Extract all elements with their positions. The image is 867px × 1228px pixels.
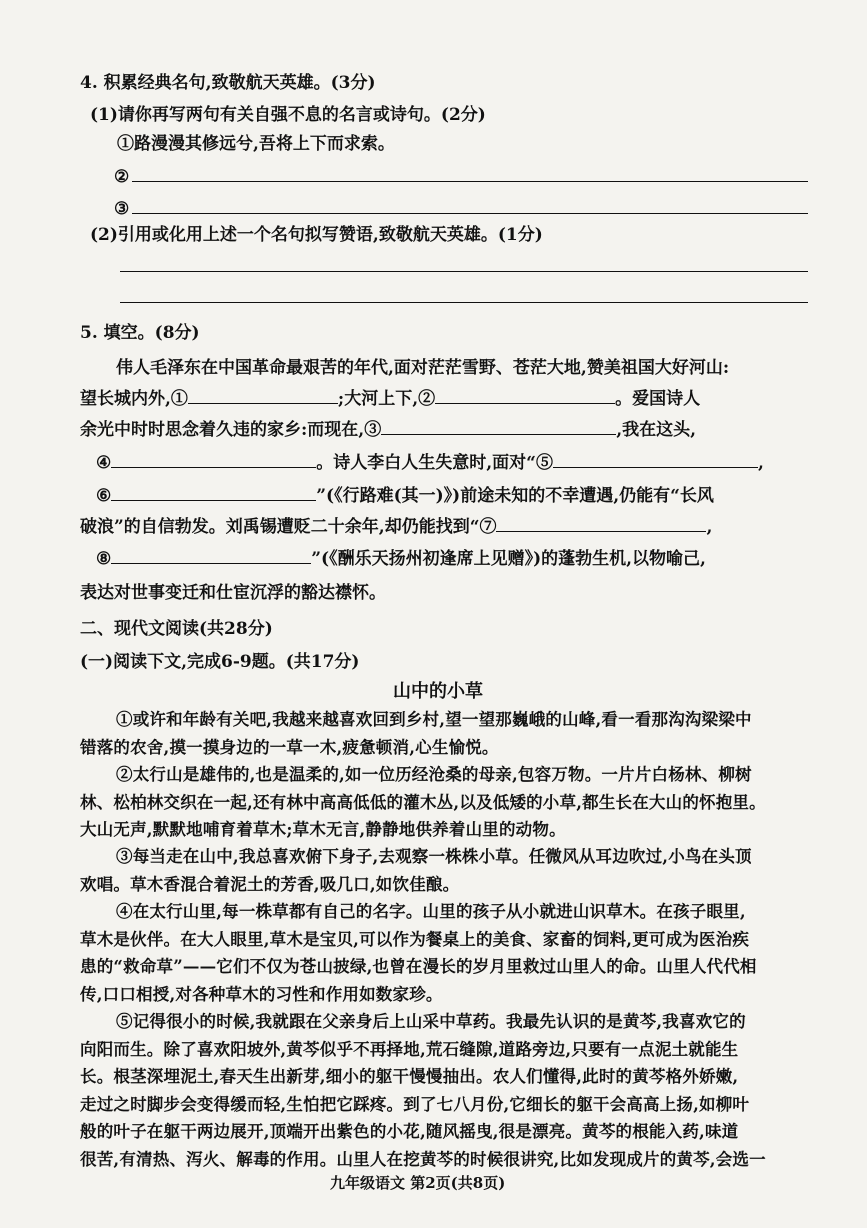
q4-sub2: (2)引用或化用上述一个名句拟写赞语,致敬航天英雄。(1分) — [90, 225, 543, 245]
q4-mark-3: ③ — [114, 199, 130, 219]
q4-example: ①路漫漫其修远兮,吾将上下而求索。 — [117, 134, 395, 154]
q5-heading: 5. 填空。(8分) — [80, 323, 200, 343]
p5-line: ⑤记得很小的时候,我就跟在父亲身后上山采中草药。我最先认识的是黄芩,我喜欢它的 — [116, 1012, 746, 1031]
q5-line2-b: ;大河上下,② — [337, 389, 436, 409]
q5-line2-a: 望长城内外,① — [80, 389, 188, 409]
q4-answer-line-3[interactable] — [132, 213, 808, 214]
p5-line: 走过之时脚步会变得缓而轻,生怕把它踩疼。到了七八月份,它细长的躯干会高高上扬,如柳叶 — [80, 1094, 750, 1114]
p1-line: 错落的农舍,摸一摸身边的一草一木,疲惫顿消,心生愉悦。 — [80, 737, 499, 757]
paragraph-2 — [80, 761, 820, 844]
q5-line6-b: , — [706, 517, 713, 537]
q5-line6 — [80, 515, 712, 538]
q5-line3 — [80, 418, 696, 441]
p2-line: 大山无声,默默地哺育着草木;草木无言,静静地供养着山里的动物。 — [80, 820, 566, 839]
q4-answer-line-a[interactable] — [120, 271, 808, 272]
q5-line4-c: , — [757, 453, 764, 473]
blank-8[interactable] — [111, 547, 311, 564]
paragraph-1 — [80, 706, 820, 761]
q5-line4-a: ④ — [96, 453, 112, 473]
q5-line6-a: 破浪”的自信勃发。刘禹锡遭贬二十余年,却仍能找到“⑦ — [80, 517, 497, 537]
blank-2[interactable] — [435, 387, 615, 404]
q5-line4 — [96, 451, 764, 474]
p5-line: 长。根茎深埋泥土,春天生出新芽,细小的躯干慢慢抽出。农人们懂得,此时的黄芩格外娇嫩, — [80, 1067, 739, 1086]
q5-line5-a: ⑥ — [96, 486, 112, 506]
q4-sub1: (1)请你再写两句有关自强不息的名言或诗句。(2分) — [90, 105, 486, 125]
paragraph-3 — [80, 843, 820, 898]
q5-line3-b: ,我在这头, — [616, 420, 697, 440]
q5-line2-c: 。爱国诗人 — [615, 389, 701, 409]
p4-line: 草木是伙伴。在大人眼里,草木是宝贝,可以作为餐桌上的美食、家畜的饲料,更可成为医治疾 — [80, 929, 750, 949]
blank-5[interactable] — [553, 451, 758, 468]
section2-heading: 二、现代文阅读(共28分) — [80, 619, 273, 639]
q5-line5-b: ”(《行路难(其一)》)前途未知的不幸遭遇,仍能有“长风 — [316, 486, 714, 506]
q5-line8: 表达对世事变迁和仕宦沉浮的豁达襟怀。 — [80, 583, 386, 603]
q5-line7 — [96, 547, 706, 570]
q5-line5 — [96, 484, 714, 507]
paragraph-4 — [80, 898, 820, 1008]
page-footer: 九年级语文 第2页(共8页) — [330, 1174, 506, 1192]
p4-line: 患的“救命草”——它们不仅为苍山披绿,也曾在漫长的岁月里救过山里人的命。山里人代代相 — [80, 957, 757, 976]
blank-1[interactable] — [188, 387, 338, 404]
p1-line: ①或许和年龄有关吧,我越来越喜欢回到乡村,望一望那巍峨的山峰,看一看那沟沟梁梁中 — [116, 710, 752, 729]
section2-part1: (一)阅读下文,完成6-9题。(共17分) — [80, 652, 360, 672]
q5-line2 — [80, 387, 700, 410]
q4-answer-line-2[interactable] — [132, 181, 808, 182]
blank-4[interactable] — [111, 451, 316, 468]
p2-line: ②太行山是雄伟的,也是温柔的,如一位历经沧桑的母亲,包容万物。一片片白杨林、柳树 — [116, 765, 752, 784]
p2-line: 林、松柏林交织在一起,还有林中高高低低的灌木丛,以及低矮的小草,都生长在大山的怀抱里。 — [80, 792, 766, 812]
blank-7[interactable] — [496, 515, 706, 532]
q5-line1: 伟人毛泽东在中国革命最艰苦的年代,面对茫茫雪野、苍茫大地,赞美祖国大好河山: — [116, 358, 730, 378]
paragraph-5 — [80, 1008, 820, 1173]
p4-line: ④在太行山里,每一株草都有自己的名字。山里的孩子从小就进山识草木。在孩子眼里, — [116, 902, 746, 921]
blank-3[interactable] — [381, 418, 616, 435]
q5-line3-a: 余光中时时思念着久违的家乡:而现在,③ — [80, 420, 382, 440]
p3-line: ③每当走在山中,我总喜欢俯下身子,去观察一株株小草。任微风从耳边吹过,小鸟在头顶 — [116, 847, 752, 866]
q4-mark-2: ② — [114, 167, 130, 187]
q4-answer-line-b[interactable] — [120, 302, 808, 303]
q4-heading: 4. 积累经典名句,致敬航天英雄。(3分) — [80, 73, 376, 93]
article-title: 山中的小草 — [393, 681, 483, 702]
q5-line7-b: ”(《酬乐天扬州初逢席上见赠》)的蓬勃生机,以物喻己, — [311, 549, 706, 569]
p4-line: 传,口口相授,对各种草木的习性和作用如数家珍。 — [80, 984, 443, 1004]
p5-line: 很苦,有清热、泻火、解毒的作用。山里人在挖黄芩的时候很讲究,比如发现成片的黄芩,会选一 — [80, 1149, 766, 1169]
p5-line: 向阳而生。除了喜欢阳坡外,黄芩似乎不再择地,荒石缝隙,道路旁边,只要有一点泥土就能生 — [80, 1039, 739, 1059]
blank-6[interactable] — [111, 484, 316, 501]
q5-line4-b: 。诗人李白人生失意时,面对“⑤ — [316, 453, 553, 473]
p3-line: 欢唱。草木香混合着泥土的芳香,吸几口,如饮佳酿。 — [80, 874, 460, 894]
q5-line7-a: ⑧ — [96, 549, 112, 569]
p5-line: 般的叶子在躯干两边展开,顶端开出紫色的小花,随风摇曳,很是漂亮。黄芩的根能入药,味道 — [80, 1122, 739, 1141]
